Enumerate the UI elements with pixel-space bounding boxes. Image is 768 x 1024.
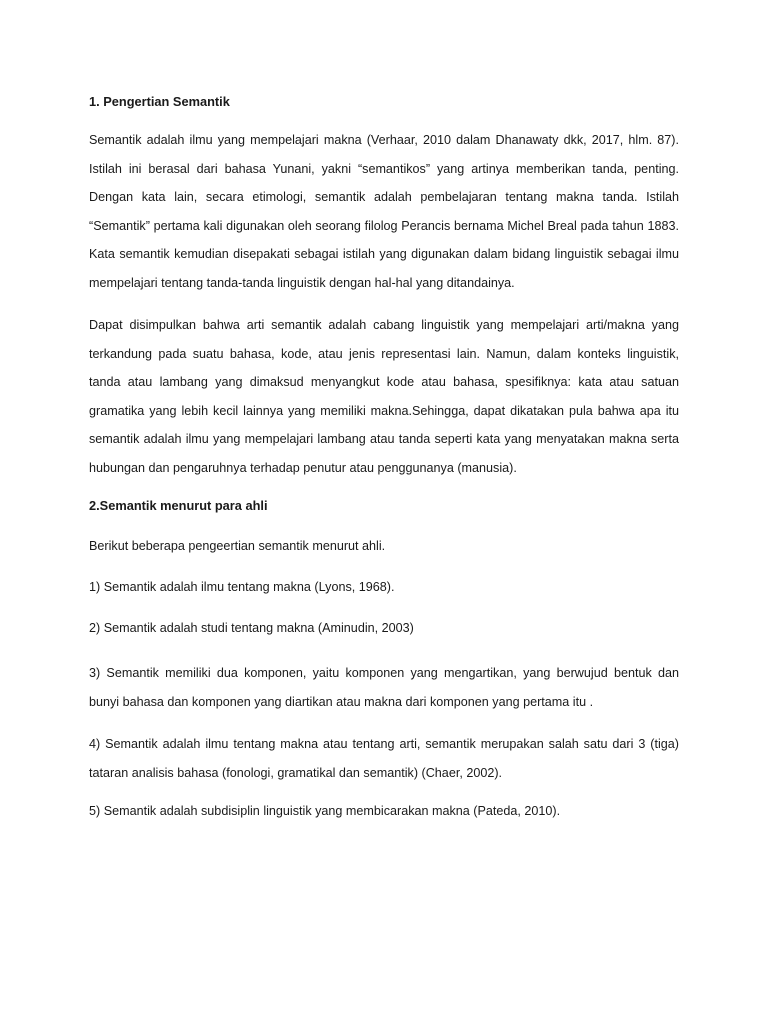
list-item: 3) Semantik memiliki dua komponen, yaitu komponen yang mengartikan, yang berwujud bentuk dan bunyi bahasa dan komponen yang diartikan atau makna dari komponen yang pertama itu .: [89, 666, 679, 709]
section-1-heading: 1. Pengertian Semantik: [89, 94, 230, 109]
section-2-intro: Berikut beberapa pengeertian semantik menurut ahli.: [89, 539, 386, 553]
list-item: 4) Semantik adalah ilmu tentang makna atau tentang arti, semantik merupakan salah satu dari 3 (tiga) tataran analisis bahasa (fonologi, gramatikal dan semantik) (Chaer, 2002).: [89, 737, 679, 780]
document-body: [89, 92, 679, 842]
section-2-heading: 2.Semantik menurut para ahli: [89, 498, 268, 513]
list-item: 2) Semantik adalah studi tentang makna (Aminudin, 2003): [89, 621, 414, 635]
section-1-paragraph-1: Semantik adalah ilmu yang mempelajari makna (Verhaar, 2010 dalam Dhanawaty dkk, 2017, hlm. 87). Istilah ini berasal dari bahasa Yunani, yakni “semantikos” yang artinya memberikan tanda, penting. Dengan kata lain, secara etimologi, semantik adalah pembelajaran tentang makna tanda. Istilah “Semantik” pertama kali digunakan oleh seorang filolog Perancis bernama Michel Breal pada tahun 1883. Kata semantik kemudian disepakati sebagai istilah yang digunakan dalam bidang linguistik sebagai ilmu mempelajari tentang tanda-tanda linguistik dengan hal-hal yang ditandainya.: [89, 133, 679, 290]
list-item: 5) Semantik adalah subdisiplin linguistik yang membicarakan makna (Pateda, 2010).: [89, 804, 561, 818]
section-1-paragraph-2: Dapat disimpulkan bahwa arti semantik adalah cabang linguistik yang mempelajari arti/makna yang terkandung pada suatu bahasa, kode, atau jenis representasi lain. Namun, dalam konteks linguistik, tanda atau lambang yang dimaksud menyangkut kode atau bahasa, spesifiknya: kata atau satuan gramatika yang lebih kecil lainnya yang memiliki makna.Sehingga, dapat dikatakan pula bahwa apa itu semantik adalah ilmu yang mempelajari lambang atau tanda seperti kata yang menyatakan makna serta hubungan dan pengaruhnya terhadap penutur atau penggunanya (manusia).: [89, 318, 679, 475]
list-item: 1) Semantik adalah ilmu tentang makna (Lyons, 1968).: [89, 580, 395, 594]
